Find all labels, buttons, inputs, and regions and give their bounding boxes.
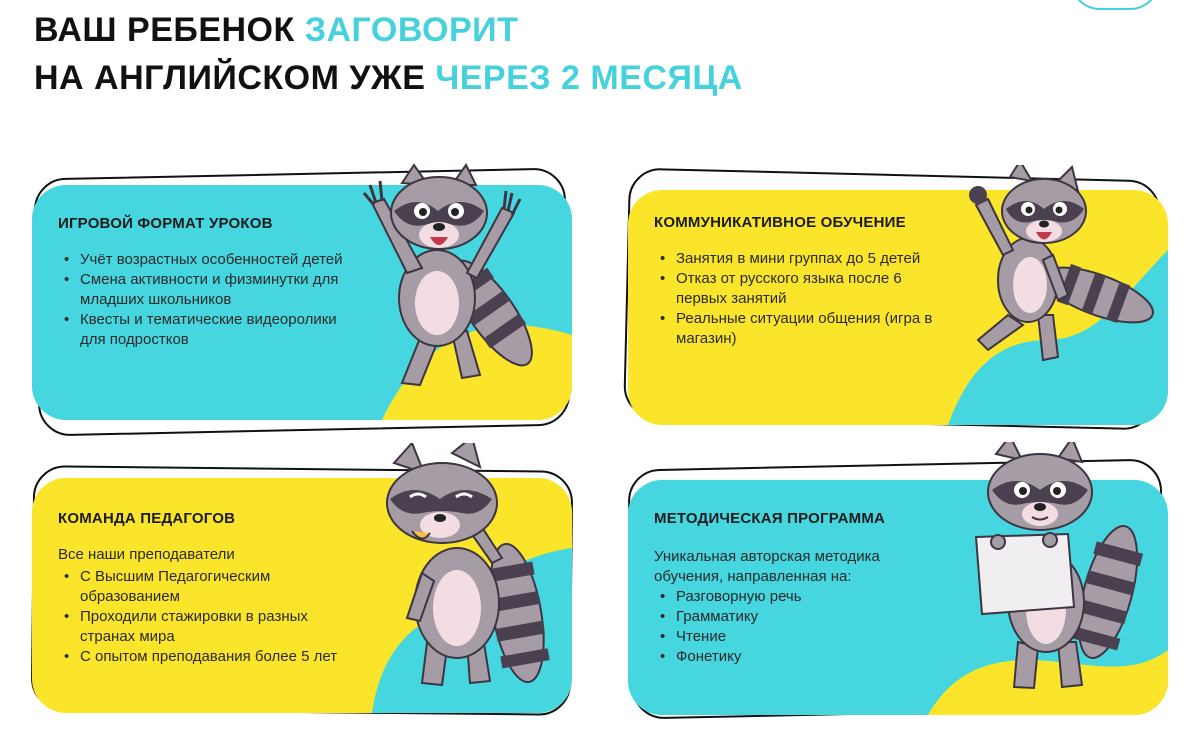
card-title: КОМАНДА ПЕДАГОГОВ bbox=[58, 510, 236, 527]
raccoon-dancing-icon bbox=[342, 163, 562, 413]
card-content bbox=[654, 510, 954, 667]
card-title: КОММУНИКАТИВНОЕ ОБУЧЕНИЕ bbox=[654, 214, 906, 231]
feature-card-game-format bbox=[32, 185, 572, 420]
card-content bbox=[654, 214, 954, 349]
headline-line-1-dark: ВАШ РЕБЕНОК bbox=[34, 11, 295, 49]
card-list bbox=[58, 250, 358, 350]
corner-decoration bbox=[1070, 0, 1160, 10]
card-content bbox=[58, 215, 358, 350]
feature-card-teachers bbox=[32, 478, 572, 713]
headline-line-1-accent: ЗАГОВОРИТ bbox=[304, 11, 519, 49]
card-list-item: • Разговорную речь bbox=[654, 587, 954, 607]
raccoon-cheering-icon bbox=[948, 165, 1158, 385]
page-headline bbox=[34, 6, 743, 102]
card-list-item: • Занятия в мини группах до 5 детей bbox=[654, 249, 954, 269]
card-list-item: • Грамматику bbox=[654, 607, 954, 627]
card-list-item: • Квесты и тематические видеоролики для подростков bbox=[58, 310, 358, 350]
card-list bbox=[654, 249, 954, 349]
card-list-item: • Отказ от русского языка после 6 первых занятий bbox=[654, 269, 954, 309]
card-list-item: • Фонетику bbox=[654, 647, 954, 667]
card-list-item: • Проходили стажировки в разных странах мира bbox=[58, 607, 358, 647]
card-title: ИГРОВОЙ ФОРМАТ УРОКОВ bbox=[58, 215, 273, 232]
card-list-item: • С опытом преподавания более 5 лет bbox=[58, 647, 358, 667]
raccoon-holding-sign-icon bbox=[958, 442, 1158, 702]
card-title: МЕТОДИЧЕСКАЯ ПРОГРАММА bbox=[654, 510, 886, 527]
feature-card-communicative bbox=[628, 190, 1168, 425]
headline-line-2-accent: ЧЕРЕЗ 2 МЕСЯЦА bbox=[435, 59, 743, 97]
headline-line-2 bbox=[34, 54, 743, 102]
card-intro: Уникальная авторская методика обучения, направленная на: bbox=[654, 548, 880, 585]
card-list-item: • Смена активности и физминутки для младших школьников bbox=[58, 270, 358, 310]
card-list bbox=[58, 567, 358, 667]
raccoon-laughing-icon bbox=[352, 443, 572, 703]
card-content bbox=[58, 510, 358, 667]
card-list-item: • С Высшим Педагогическим образованием bbox=[58, 567, 358, 607]
card-intro: Все наши преподаватели bbox=[58, 546, 235, 563]
card-list bbox=[654, 587, 954, 667]
feature-card-methodology bbox=[628, 480, 1168, 715]
card-list-item: • Учёт возрастных особенностей детей bbox=[58, 250, 358, 270]
headline-line-2-dark: НА АНГЛИЙСКОМ УЖЕ bbox=[34, 59, 426, 97]
headline-line-1 bbox=[34, 6, 743, 54]
card-list-item: • Реальные ситуации общения (игра в магазин) bbox=[654, 309, 954, 349]
card-list-item: • Чтение bbox=[654, 627, 954, 647]
